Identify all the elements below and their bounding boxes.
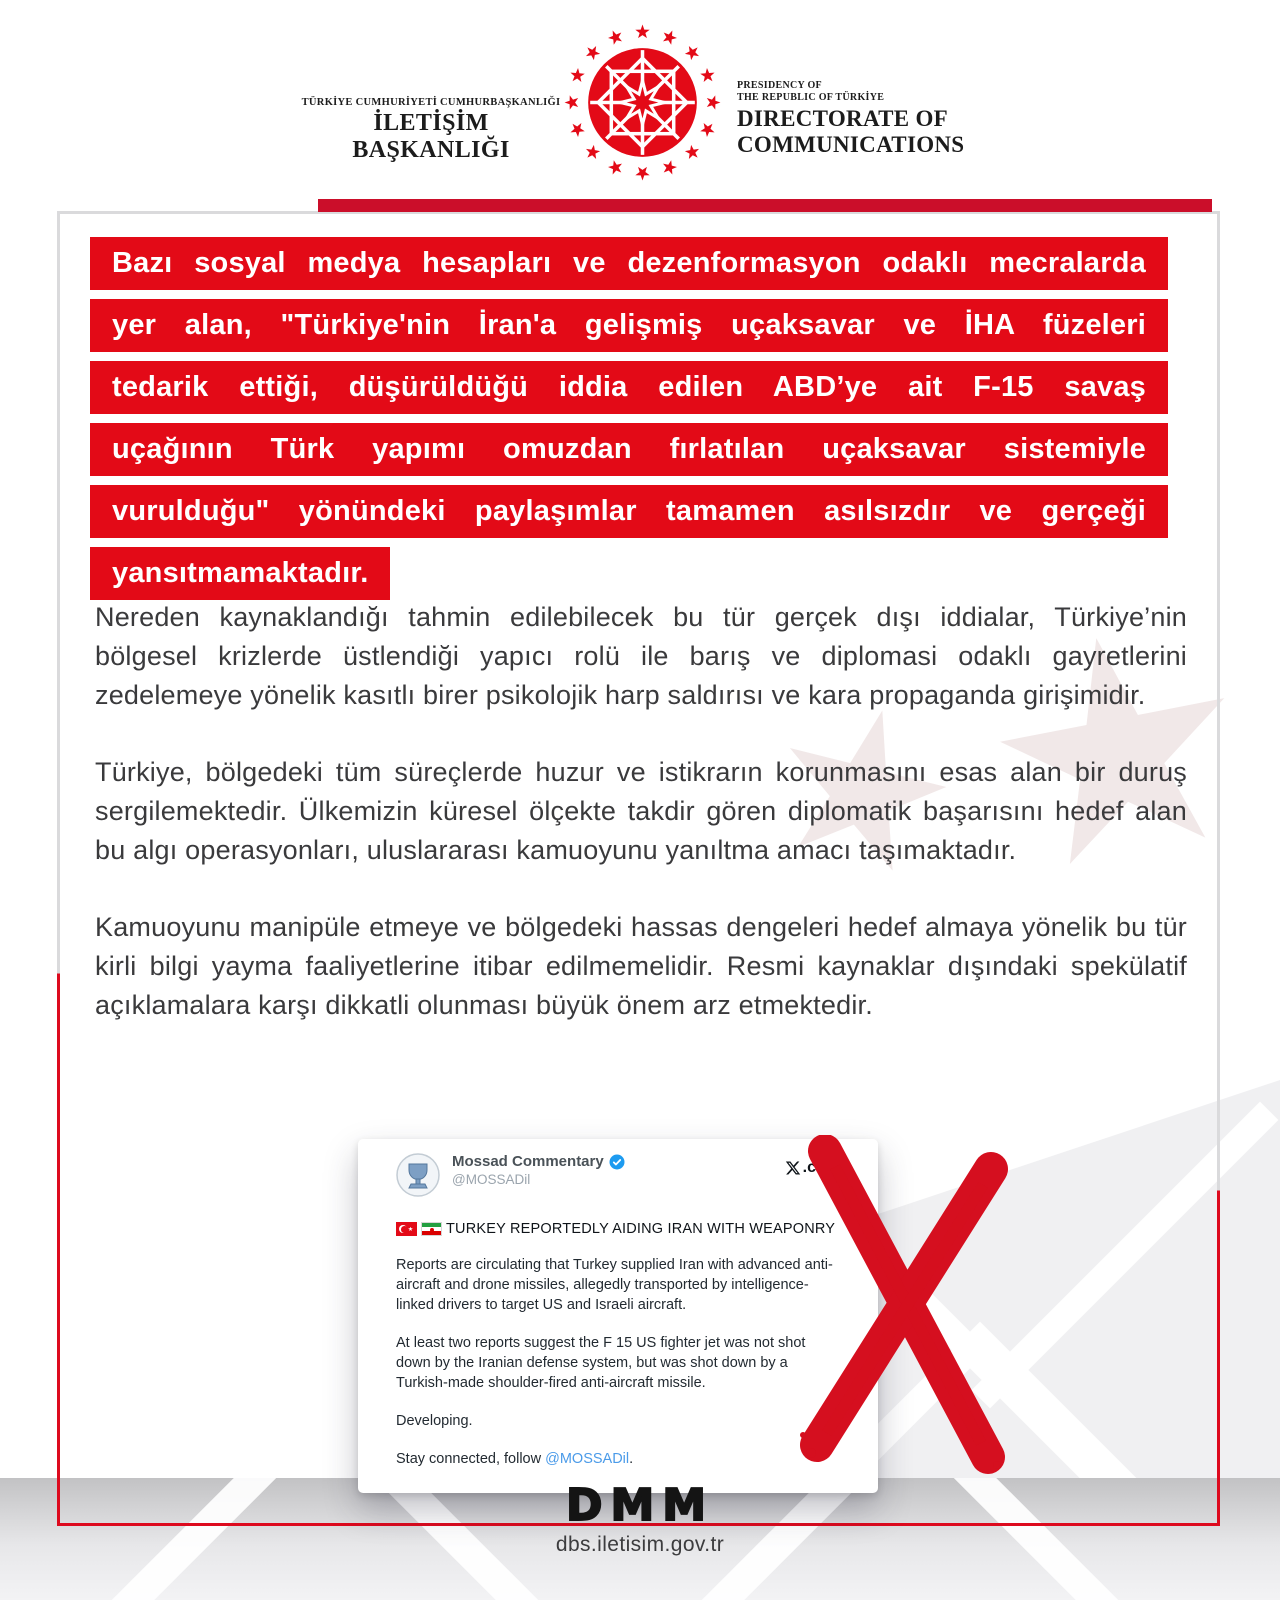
headline-line-4: uçağının Türk yapımı omuzdan fırlatılan uçaksavar sistemiyle	[90, 423, 1168, 476]
paragraph-1: Nereden kaynaklandığı tahmin edilebilecek bu tür gerçek dışı iddialar, Türkiye’nin bölgesel krizlerde üstlendiği yapıcı rolü ile barış ve diplomasi odaklı gayretlerini zedelemeye yönelik kasıtlı birer psikolojik harp saldırısı ve kara propaganda girişimidir.	[95, 602, 1187, 710]
iran-flag-icon	[421, 1222, 442, 1236]
headline	[90, 237, 1168, 600]
logo-right-line3: DIRECTORATE OF	[737, 106, 949, 131]
dmm-logo: DMM	[565, 1480, 715, 1531]
footer	[0, 1480, 1280, 1557]
presidency-emblem-icon	[560, 20, 725, 185]
logo-left-line2: İLETİŞİM BAŞKANLIĞI	[352, 110, 510, 163]
logo-left-line1: TÜRKİYE CUMHURİYETİ CUMHURBAŞKANLIĞI	[301, 97, 561, 108]
footer-url: dbs.iletisim.gov.tr	[555, 1533, 725, 1556]
tweet-identity	[452, 1153, 785, 1187]
tweet-author-name: Mossad Commentary	[452, 1153, 604, 1170]
logo-right-line1: PRESIDENCY OF	[737, 80, 822, 91]
x-com-text: .com	[802, 1159, 840, 1176]
turkey-flag-icon	[396, 1222, 417, 1236]
headline-line-5: vurulduğu" yönündeki paylaşımlar tamamen asılsızdır ve gerçeği	[90, 485, 1168, 538]
paragraph-2: Türkiye, bölgedeki tüm süreçlerde huzur ve istikrarın korunmasını esas alan bir duruş sergilemektedir. Ülkemizin küresel ölçekte takdir gören diplomatik başarısını hedef alan bu algı operasyonları, uluslararası kamuoyunu yanıltma amacı taşımaktadır.	[95, 757, 1187, 865]
avatar	[396, 1153, 440, 1197]
logo-right-line2: THE REPUBLIC OF TÜRKİYE	[737, 92, 885, 103]
tweet-paragraph-3: Developing.	[396, 1413, 473, 1429]
tweet-body	[396, 1255, 840, 1469]
tweet-author-handle: @MOSSADil	[452, 1172, 531, 1187]
tweet-footer-suffix: .	[629, 1451, 634, 1467]
tweet-headline-text: TURKEY REPORTEDLY AIDING IRAN WITH WEAPONRY	[446, 1221, 836, 1237]
tweet-footer-prefix: Stay connected, follow	[396, 1451, 546, 1467]
tweet-header	[396, 1153, 840, 1197]
headline-line-1: Bazı sosyal medya hesapları ve dezenformasyon odaklı mecralarda	[90, 237, 1168, 290]
tweet-paragraph-1: Reports are circulating that Turkey supplied Iran with advanced anti-aircraft and drone missiles, allegedly transported by intelligence-linked drivers to target US and Israeli aircraft.	[396, 1257, 833, 1313]
iletisim-baskanligi-logo	[300, 97, 562, 164]
logo-right-line4: COMMUNICATIONS	[737, 132, 965, 157]
header-accent-bar	[318, 199, 1212, 212]
directorate-of-communications-logo	[737, 80, 964, 158]
frame-border-right	[1217, 211, 1220, 1526]
tweet-mention-link[interactable]: @MOSSADil	[545, 1451, 630, 1467]
frame-border-left	[57, 211, 60, 1526]
headline-line-6: yansıtmamaktadır.	[90, 547, 390, 600]
tweet-footer-line	[396, 1449, 840, 1469]
verified-badge-icon	[609, 1154, 625, 1170]
tweet-paragraph-2: At least two reports suggest the F 15 US fighter jet was not shot down by the Iranian defense system, but was shot down by a Turkish-made shoulder-fired anti-aircraft missile.	[396, 1335, 806, 1391]
headline-line-3: tedarik ettiği, düşürüldüğü iddia edilen ABD’ye ait F-15 savaş	[90, 361, 1168, 414]
headline-line-2: yer alan, "Türkiye'nin İran'a gelişmiş uçaksavar ve İHA füzeleri	[90, 299, 1168, 352]
paragraph-3: Kamuoyunu manipüle etmeye ve bölgedeki hassas dengeleri hedef almaya yönelik bu tür kirli bilgi yayma faaliyetlerine itibar edilmemelidir. Resmi kaynaklar dışındaki spekülatif açıklamalara karşı dikkatli olunması büyük önem arz etmektedir.	[95, 912, 1187, 1020]
tweet-headline	[396, 1221, 840, 1237]
body-text	[95, 598, 1187, 1063]
red-x-mark-icon	[795, 1135, 1010, 1475]
